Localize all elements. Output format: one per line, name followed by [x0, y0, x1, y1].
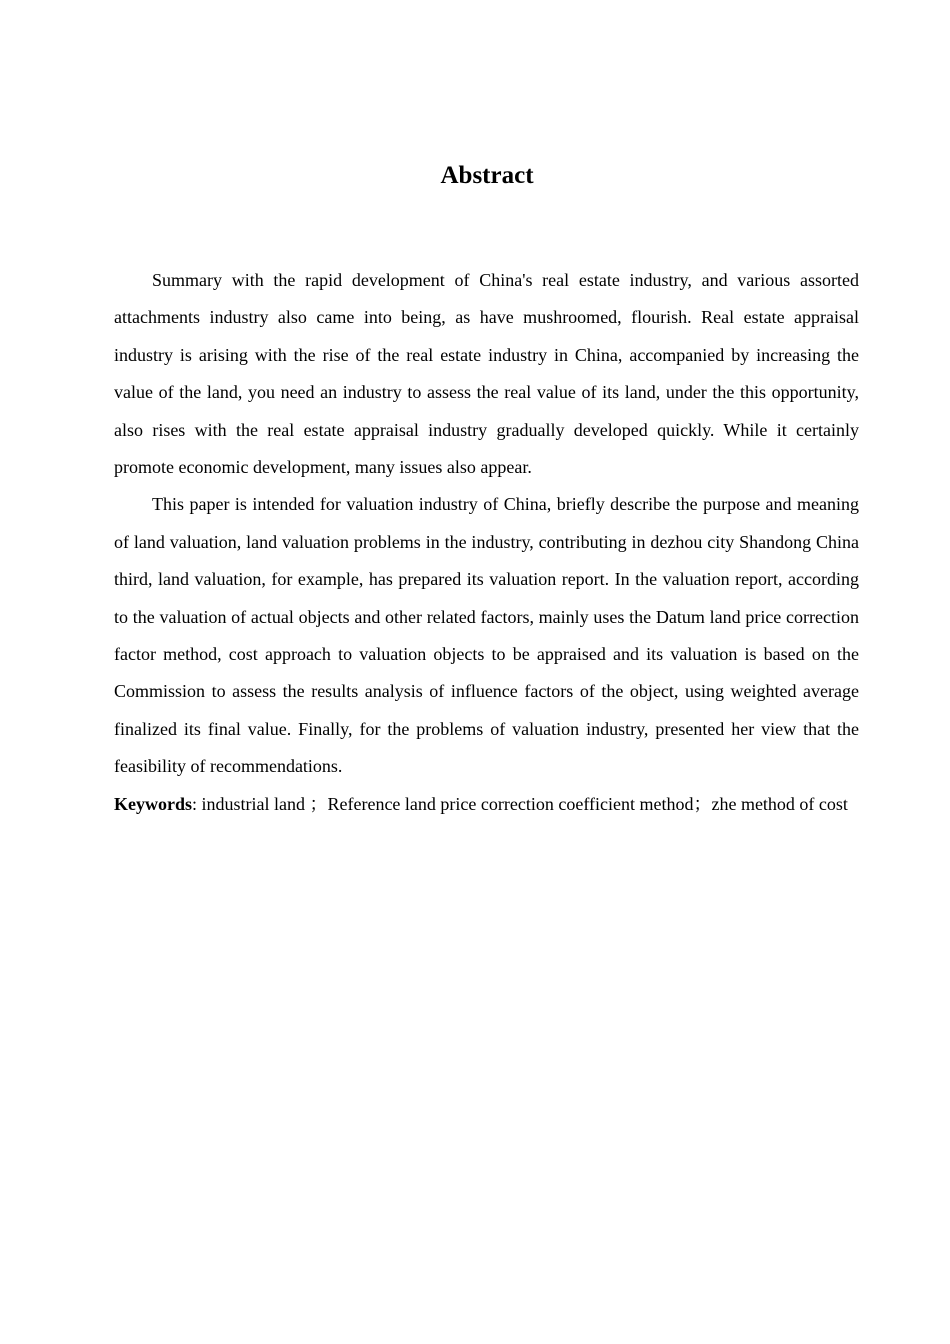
abstract-paragraph-2: This paper is intended for valuation industry of China, briefly describe the purpose and meaning of land valuation, land valuation problems in the industry, contributing in dezhou city Shandong China third, land valuation, for example, has prepared its valuation report. In the valuation report, according to the valuation of actual objects and other related factors, mainly uses the Datum land price correction factor method, cost approach to valuation objects to be appraised and its valuation is based on the Commission to assess the results analysis of influence factors of the object, using weighted average finalized its final value. Finally, for the problems of valuation industry, presented her view that the feasibility of recommendations.: [114, 494, 859, 777]
abstract-body: [114, 262, 859, 823]
keywords-label: Keywords: [114, 793, 192, 814]
abstract-paragraph-1: Summary with the rapid development of China's real estate industry, and various assorted attachments industry also came into being, as have mushroomed, flourish. Real estate appraisal industry is arising with the rise of the real estate industry in China, accompanied by increasing the value of the land, you need an industry to assess the real value of its land, under the this opportunity, also rises with the real estate appraisal industry gradually developed quickly. While it certainly promote economic development, many issues also appear.: [114, 270, 859, 478]
keywords-text: : industrial land ；Reference land price correction coefficient method；zhe method of cost: [192, 793, 848, 814]
abstract-title: Abstract: [440, 162, 534, 189]
keywords-line: [114, 786, 859, 823]
